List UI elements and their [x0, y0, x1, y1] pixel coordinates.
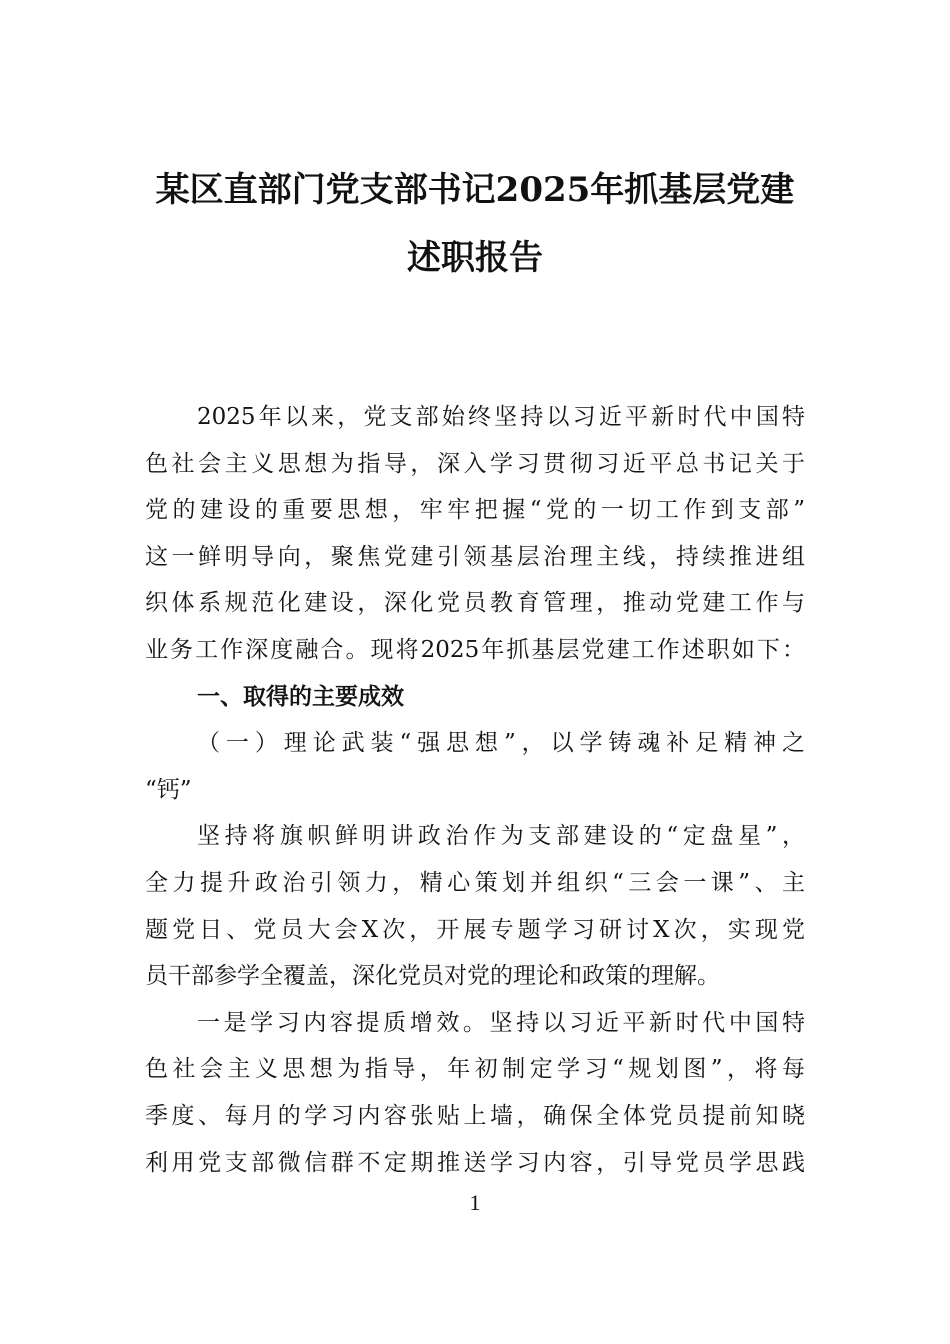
document-title-line1: 某区直部门党支部书记2025年抓基层党建: [155, 170, 795, 210]
body-line: 季度、每月的学习内容张贴上墙，确保全体党员提前知晓: [145, 1102, 805, 1129]
body-line: 业务工作深度融合。现将2025年抓基层党建工作述职如下：: [145, 636, 805, 663]
body-line: 这一鲜明导向，聚焦党建引领基层治理主线，持续推进组: [145, 543, 805, 570]
body-line: 党的建设的重要思想，牢牢把握“党的一切工作到支部”: [145, 497, 805, 524]
body-line: 坚持将旗帜鲜明讲政治作为支部建设的“定盘星”，: [197, 823, 805, 850]
body-line: 色社会主义思想为指导，深入学习贯彻习近平总书记关于: [145, 450, 805, 477]
document-title-line2: 述职报告: [407, 238, 543, 278]
document-body: [145, 394, 805, 1186]
body-line: 题党日、党员大会X次，开展专题学习研讨X次，实现党: [145, 916, 805, 943]
page-number: 1: [469, 1190, 481, 1215]
subsection-heading-continued: “钙”: [145, 776, 192, 803]
section-heading: 一、取得的主要成效: [197, 683, 404, 710]
body-line: 一是学习内容提质增效。坚持以习近平新时代中国特: [197, 1009, 805, 1036]
subsection-heading: （一）理论武装“强思想”，以学铸魂补足精神之: [197, 730, 805, 757]
body-line: 员干部参学全覆盖，深化党员对党的理论和政策的理解。: [145, 963, 720, 990]
body-line: 2025年以来，党支部始终坚持以习近平新时代中国特: [197, 404, 805, 430]
body-line: 全力提升政治引领力，精心策划并组织“三会一课”、主: [145, 869, 805, 896]
body-line: 织体系规范化建设，深化党员教育管理，推动党建工作与: [145, 590, 805, 617]
body-line: 利用党支部微信群不定期推送学习内容，引导党员学思践: [145, 1149, 805, 1176]
body-line: 色社会主义思想为指导，年初制定学习“规划图”，将每: [145, 1056, 805, 1083]
